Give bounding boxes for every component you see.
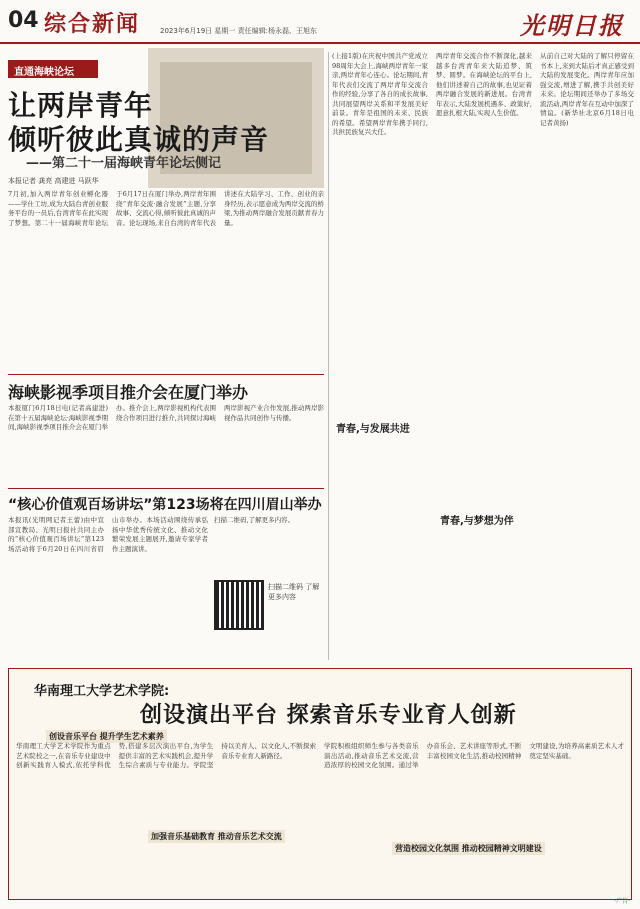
issue-meta: 2023年6月19日 星期一 责任编辑:杨永磊、王旭东 [160,27,317,35]
lead-headline-line1: 让两岸青年 [8,89,154,122]
advertorial-subhead-3: 营造校园文化氛围 推动校园精神文明建设 [392,842,545,855]
story3-headline: “核心价值观百场讲坛”第123场将在四川眉山举办 [8,497,322,513]
advertorial-body-left: 华南理工大学艺术学院作为重点艺术院校之一,在音乐专业建设中创新实践育人模式,依托学科优势,搭建多层次演出平台,为学生提供丰富的艺术实践机会,提升学生综合素质与专业能力。学院坚持以美育人、以文化人,不断探索音乐专业育人新路径。 [16,742,316,769]
qr-code[interactable] [214,580,264,630]
advertorial-subhead-1: 创设音乐平台 提升学生艺术素养 [46,730,167,743]
lead-kicker: 直通海峡论坛 [8,60,98,78]
ad-footer: ·广告· [614,898,630,905]
page-number: 04 [8,8,39,33]
lead-byline: 本报记者 龚亮 高建进 马跃华 [8,177,99,185]
lead-subhead: ——第二十一届海峡青年论坛侧记 [26,156,222,171]
right-column-1: (上接1版)在庆祝中国共产党成立98周年大会上,海峡两岸青年一家亲,两岸青年心连心。论坛期间,青年代表们交流了两岸青年交流合作的经验,分享了各自的成长故事,共同展望两岸关系和平发展美好前景。青年是祖国的未来、民族的希望。希望两岸青年携手同行,共担民族复兴大任。 [332,52,428,136]
right-subhead-1: 青春,与发展共进 [336,424,410,435]
lead-body: 7月初,加入两岸青年创业孵化器——学仕工坊,成为大陆台青创业服务平台的一员后,台湾青年在此实现了梦想。第二十一届海峡青年论坛于6月17日在厦门举办,两岸青年围绕“青年交流·融合发展”主题,分享故事、交流心得,倾听彼此真诚的声音。论坛现场,来自台湾的青年代表讲述在大陆学习、工作、创业的亲身经历,表示愿意成为两岸交流的桥梁,为推动两岸融合发展贡献青春力量。 [8,190,324,227]
lead-headline-line2: 倾听彼此真诚的声音 [8,123,270,156]
right-subhead-2: 青春,与梦想为伴 [440,516,514,527]
right-column-2: 两岸青年交流合作不断深化,越来越多台湾青年来大陆追梦、筑梦、圆梦。在海峡论坛的平台上,他们讲述着自己的故事,也见证着两岸融合发展的新进展。台湾青年表示,大陆发展机遇多、政策好,愿意扎根大陆,实现人生价值。 [436,52,532,117]
divider [8,374,324,375]
story3-body-right: 扫描二维码,了解更多内容。 [214,516,295,524]
masthead [0,0,640,44]
advertorial-title: 创设演出平台 探索音乐专业育人创新 [140,703,517,728]
right-column-3: 从前自己对大陆的了解只停留在书本上,来到大陆后才真正感受到大陆的发展变化。两岸青年应加强交流,增进了解,携手共创美好未来。论坛期间还举办了多场交流活动,两岸青年在互动中加深了情谊。(新华社北京6月18日电 记者黄扬) [540,52,634,127]
qr-caption: 扫描二维码 了解更多内容 [268,583,320,601]
advertorial-subhead-2: 加强音乐基础教育 推动音乐艺术交流 [148,830,285,843]
advertorial-body-right: 学院积极组织师生参与各类音乐演出活动,推动音乐艺术交流,营造浓厚的校园文化氛围。通过举办音乐会、艺术讲座等形式,不断丰富校园文化生活,推动校园精神文明建设,为培养高素质艺术人才奠定坚实基础。 [324,742,624,769]
story2-body: 本报厦门6月18日电(记者高建进)在第十五届海峡论坛·海峡影视季期间,海峡影视季项目推介会在厦门举办。推介会上,两岸影视机构代表围绕合作项目进行推介,共同探讨海峡两岸影视产业合作发展,推动两岸影视作品共同创作与传播。 [8,404,324,431]
column-rule [328,52,329,660]
divider [8,488,324,489]
story2-headline: 海峡影视季项目推介会在厦门举办 [8,383,249,402]
newspaper-logo: 光明日报 [520,11,624,40]
section-title: 综合新闻 [44,12,141,37]
story3-body: 本报讯(光明网记者王蕾)由中宣部宣教局、光明日报社共同主办的“核心价值观百场讲坛”第123场活动将于6月20日在四川省眉山市举办。本场活动围绕传承弘扬中华优秀传统文化、推动文化繁荣发展主题展开,邀请专家学者作主题演讲。 [8,516,208,553]
advertorial-kicker: 华南理工大学艺术学院: [34,684,170,699]
